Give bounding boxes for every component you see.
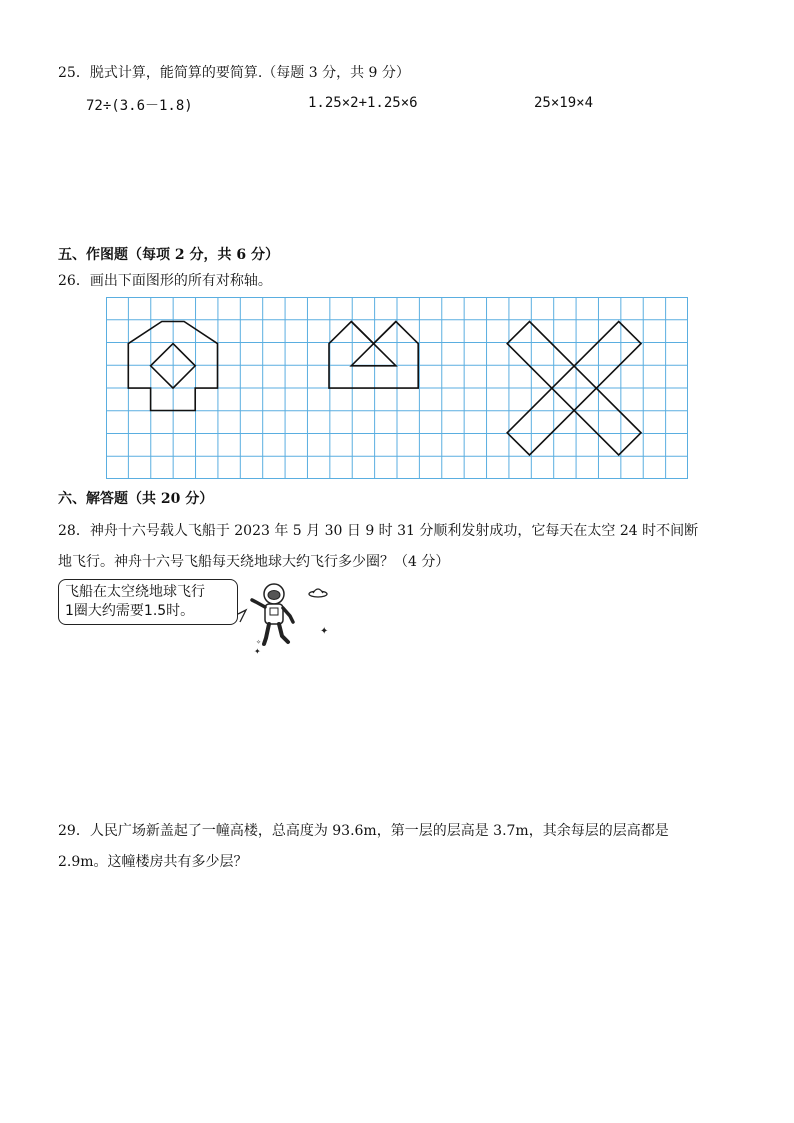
q28-line-2: 地飞行。神舟十六号飞船每天绕地球大约飞行多少圈？（4 分） — [58, 554, 450, 570]
astronaut-right-arm — [283, 608, 293, 622]
section5-title: 五、作图题（每项 2 分，共 6 分） — [58, 247, 279, 263]
astronaut-illustration — [236, 580, 336, 664]
astronaut-left-leg — [264, 624, 269, 644]
astronaut-left-arm — [252, 600, 265, 607]
q26-title: 26．画出下面图形的所有对称轴。 — [58, 273, 272, 289]
q29-line-1: 29．人民广场新盖起了一幢高楼，总高度为 93.6m，第一层的层高是 3.7m，其余每层的层高都是 — [58, 823, 669, 839]
figure-rect-inner-triangles — [351, 322, 396, 366]
section6-title: 六、解答题（共 20 分） — [58, 491, 214, 507]
symmetry-grid-figure — [106, 297, 688, 479]
q25-expression-2: 1.25×2+1.25×6 — [308, 95, 418, 111]
astronaut-chest-panel — [270, 608, 278, 615]
q25-expression-3: 25×19×4 — [534, 95, 594, 111]
star-icon: ✦ — [254, 647, 261, 656]
bubble-line-2: 1圈大约需要1.5时。 — [65, 603, 195, 619]
q25-title: 25．脱式计算，能简算的要简算.（每题 3 分，共 9 分） — [58, 65, 410, 81]
speech-bubble — [58, 579, 238, 625]
figure-rect-outline — [329, 322, 418, 389]
astronaut-visor — [268, 591, 280, 600]
bubble-line-1: 飞船在太空绕地球飞行 — [65, 584, 205, 600]
q28-line-1: 28．神舟十六号载人飞船于 2023 年 5 月 30 日 9 时 31 分顺利发射成功，它每天在太空 24 时不间断 — [58, 523, 699, 539]
bubble-tail — [238, 610, 246, 622]
star-icon: ✦ — [320, 626, 329, 637]
astronaut-right-leg — [279, 624, 288, 642]
q25-expression-1: 72÷(3.6－1.8) — [86, 98, 193, 114]
q29-line-2: 2.9m。这幢楼房共有多少层？ — [58, 854, 248, 870]
star-icon: ✧ — [256, 639, 262, 646]
